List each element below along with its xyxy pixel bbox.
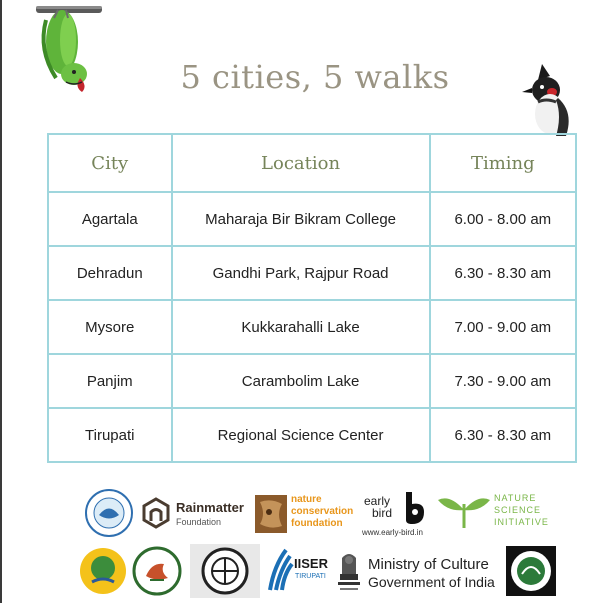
nsi-line1: NATURE	[494, 493, 537, 503]
nsi-line2: SCIENCE	[494, 505, 542, 515]
cell-location: Gandhi Park, Rajpur Road	[172, 246, 430, 300]
national-emblem-icon	[334, 546, 364, 596]
cell-timing: 7.30 - 9.00 am	[430, 354, 576, 408]
conservation-society-logo	[506, 546, 556, 596]
header-location: Location	[172, 134, 430, 192]
rainmatter-icon	[142, 497, 170, 529]
cell-location: Kukkarahalli Lake	[172, 300, 430, 354]
wildlife-society-logo	[84, 488, 134, 538]
header-timing: Timing	[430, 134, 576, 192]
cell-timing: 6.00 - 8.00 am	[430, 192, 576, 246]
early-bird-name2: bird	[372, 506, 393, 520]
iiser-name: IISER	[294, 556, 328, 571]
cell-location: Maharaja Bir Bikram College	[172, 192, 430, 246]
early-bird-logo	[362, 490, 432, 538]
university-seal-logo	[190, 544, 260, 598]
early-bird-name1: early	[364, 494, 391, 508]
table-row	[48, 354, 576, 408]
nsi-line3: INITIATIVE	[494, 517, 549, 527]
walks-table	[47, 133, 577, 463]
cell-city: Dehradun	[48, 246, 172, 300]
iiser-emblem-icon	[266, 546, 294, 592]
rainmatter-logo	[142, 497, 254, 533]
table-row	[48, 246, 576, 300]
iiser-sub: TIRUPATI	[295, 573, 326, 580]
nature-collective-logo	[78, 546, 128, 596]
cell-location: Carambolim Lake	[172, 354, 430, 408]
table-row	[48, 408, 576, 462]
cell-city: Panjim	[48, 354, 172, 408]
cell-city: Mysore	[48, 300, 172, 354]
header-city: City	[48, 134, 172, 192]
rainmatter-sub: Foundation	[176, 517, 222, 527]
page-title: 5 cities, 5 walks	[180, 58, 450, 96]
ncf-logo	[254, 494, 358, 536]
cell-timing: 6.30 - 8.30 am	[430, 408, 576, 462]
ncf-line1: nature	[291, 494, 322, 505]
nature-science-initiative-logo	[436, 490, 552, 532]
ncf-line2: conservation	[291, 506, 354, 517]
table-header-row	[48, 134, 576, 192]
cell-timing: 7.00 - 9.00 am	[430, 300, 576, 354]
table-row	[48, 192, 576, 246]
table-row	[48, 300, 576, 354]
ncf-emblem-icon	[254, 494, 288, 534]
cell-location: Regional Science Center	[172, 408, 430, 462]
ministry-culture-line2: Government of India	[368, 574, 495, 590]
ncf-line3: foundation	[291, 518, 343, 529]
cell-city: Tirupati	[48, 408, 172, 462]
iiser-tirupati-logo	[266, 546, 332, 594]
rainmatter-name: Rainmatter	[176, 500, 244, 515]
bird-society-logo	[132, 546, 182, 596]
cell-timing: 6.30 - 8.30 am	[430, 246, 576, 300]
ministry-culture-line1: Ministry of Culture	[368, 556, 489, 573]
nsi-leaves-icon	[436, 490, 492, 530]
early-bird-url: www.early-bird.in	[362, 528, 423, 537]
cell-city: Agartala	[48, 192, 172, 246]
early-bird-icon	[400, 490, 428, 526]
